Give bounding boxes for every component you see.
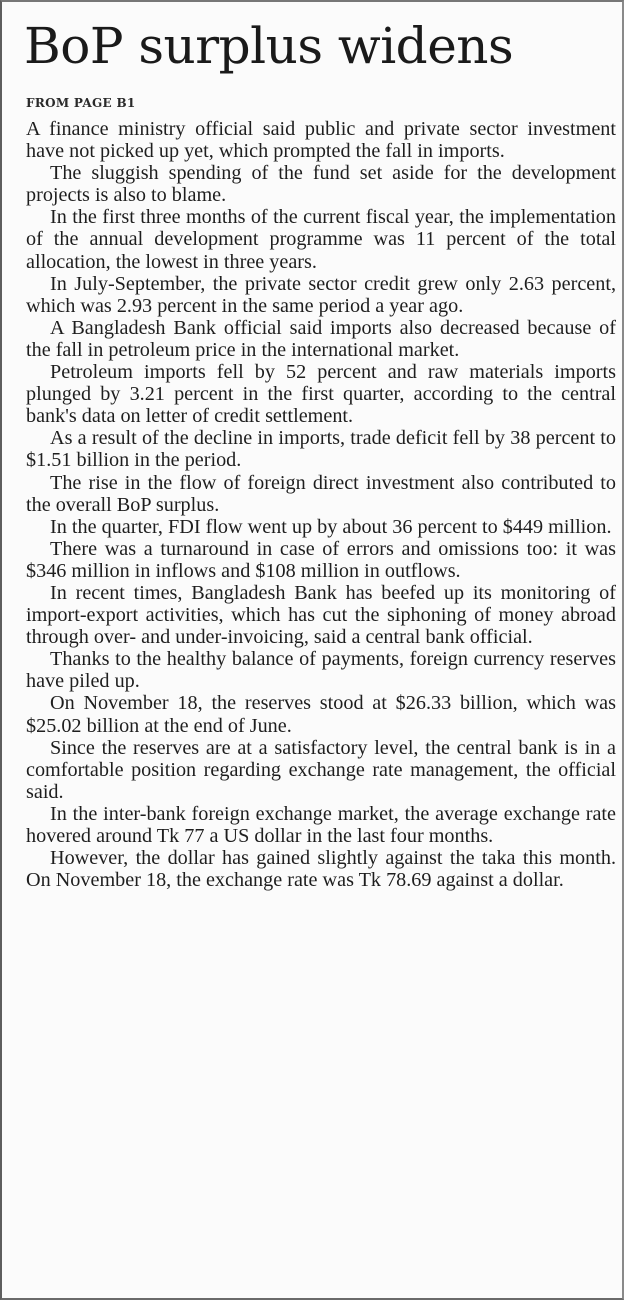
headline: BoP surplus widens	[24, 17, 514, 75]
paragraph: On November 18, the reserves stood at $26.33 billion, which was $25.02 billion at the end of June.	[26, 692, 616, 737]
paragraph: In recent times, Bangladesh Bank has beefed up its monitoring of import-export activities, which has cut the siphoning of money abroad through over- and under-invoicing, said a central bank official.	[26, 581, 616, 649]
paragraph: The sluggish spending of the fund set aside for the development projects is also to blame.	[26, 162, 616, 207]
paragraph: Since the reserves are at a satisfactory level, the central bank is in a comfortable position regarding exchange rate management, the official said.	[26, 736, 616, 803]
paragraph: In the quarter, FDI flow went up by about 36 percent to $449 million.	[50, 515, 612, 538]
paragraph: A Bangladesh Bank official said imports also decreased because of the fall in petroleum price in the international market.	[26, 316, 616, 361]
continued-from-label: FROM PAGE B1	[26, 96, 136, 110]
paragraph: In July-September, the private sector credit grew only 2.63 percent, which was 2.93 percent in the same period a year ago.	[26, 272, 616, 317]
paragraph: A finance ministry official said public and private sector investment have not picked up yet, which prompted the fall in imports.	[26, 118, 616, 163]
paragraph: In the first three months of the current fiscal year, the implementation of the annual development programme was 11 percent of the total allocation, the lowest in three years.	[26, 206, 616, 273]
paragraph: Petroleum imports fell by 52 percent and raw materials imports plunged by 3.21 percent in the first quarter, according to the central bank's data on letter of credit settlement.	[26, 361, 616, 428]
paragraph: As a result of the decline in imports, trade deficit fell by 38 percent to $1.51 billion in the period.	[26, 427, 616, 472]
paragraph: There was a turnaround in case of errors and omissions too: it was $346 million in inflows and $108 million in outflows.	[26, 537, 616, 582]
paragraph: The rise in the flow of foreign direct investment also contributed to the overall BoP surplus.	[26, 471, 616, 516]
paragraph: Thanks to the healthy balance of payments, foreign currency reserves have piled up.	[26, 648, 616, 693]
paragraph: In the inter-bank foreign exchange market, the average exchange rate hovered around Tk 77 a US dollar in the last four months.	[26, 802, 616, 847]
paragraph: However, the dollar has gained slightly against the taka this month. On November 18, the exchange rate was Tk 78.69 against a dollar.	[26, 847, 616, 892]
article-body	[26, 118, 616, 891]
